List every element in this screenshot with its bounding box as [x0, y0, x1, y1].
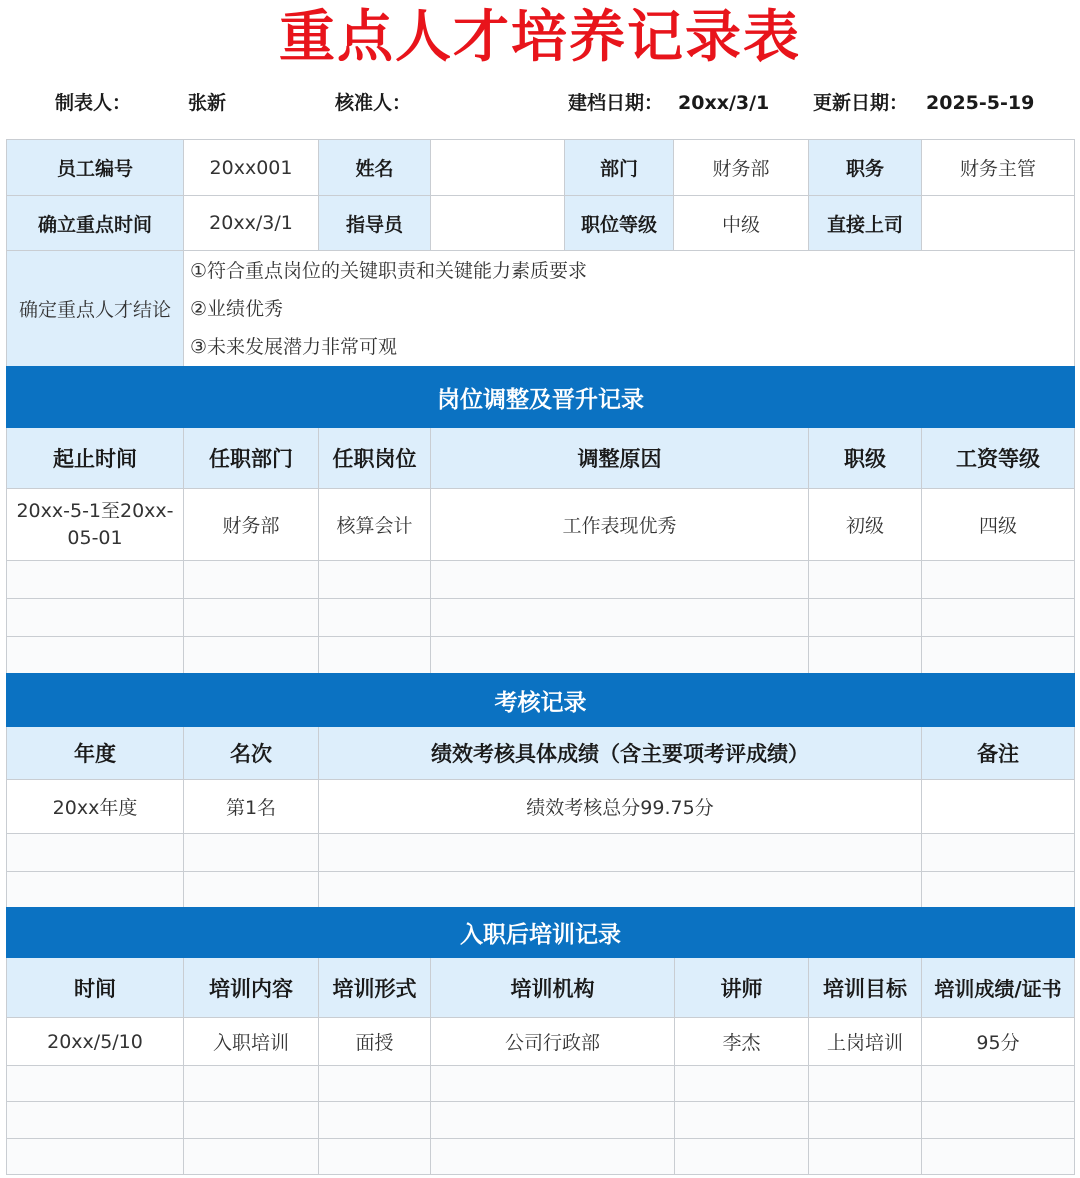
training-header-cell: 培训机构 — [431, 958, 675, 1018]
training-header-cell: 培训成绩/证书 — [922, 958, 1075, 1018]
table-cell[interactable] — [7, 872, 184, 909]
table-cell[interactable] — [675, 1102, 809, 1139]
assessment-header-cell: 年度 — [7, 727, 184, 780]
conclusion-line: ②业绩优秀 — [190, 297, 284, 320]
promotion-header-cell: 工资等级 — [922, 428, 1075, 489]
page-title: 重点人才培养记录表 — [279, 5, 801, 70]
table-cell[interactable] — [184, 637, 319, 675]
table-cell[interactable] — [7, 637, 184, 675]
info-row1 — [7, 140, 1075, 196]
position-label: 职务 — [809, 140, 922, 196]
assessment-header-cell: 绩效考核具体成绩（含主要项考评成绩） — [319, 727, 922, 780]
table-cell[interactable] — [319, 872, 922, 909]
conclusion-row — [7, 251, 1075, 367]
t-assess — [6, 673, 1075, 909]
training-section-row — [7, 908, 1075, 958]
position-value[interactable]: 财务主管 — [922, 140, 1075, 196]
assessment-header-row — [7, 727, 1075, 780]
name-label: 姓名 — [319, 140, 431, 196]
employee-id-label: 员工编号 — [7, 140, 184, 196]
table-row — [7, 561, 1075, 599]
table-cell[interactable] — [431, 1102, 675, 1139]
training-header-cell: 培训内容 — [184, 958, 319, 1018]
table-cell[interactable] — [7, 599, 184, 637]
promotion-header-cell: 任职部门 — [184, 428, 319, 489]
table-cell[interactable] — [809, 561, 922, 599]
table-cell[interactable]: 面授 — [319, 1018, 431, 1066]
table-cell[interactable] — [184, 872, 319, 909]
table-cell[interactable]: 上岗培训 — [809, 1018, 922, 1066]
promotion-header-row — [7, 428, 1075, 489]
table-cell[interactable] — [7, 1102, 184, 1139]
table-cell[interactable] — [184, 1102, 319, 1139]
table-cell[interactable]: 20xx/5/10 — [7, 1018, 184, 1066]
table-row — [7, 489, 1075, 561]
table-cell[interactable]: 20xx年度 — [7, 780, 184, 834]
table-cell[interactable] — [922, 834, 1075, 872]
department-value[interactable]: 财务部 — [674, 140, 809, 196]
key-date-value[interactable]: 20xx/3/1 — [184, 196, 319, 251]
table-cell[interactable] — [431, 561, 809, 599]
assessment-section-row — [7, 674, 1075, 727]
approver-label: 核准人： — [335, 92, 412, 114]
table-cell[interactable] — [809, 1066, 922, 1102]
table-cell[interactable]: 四级 — [922, 489, 1075, 561]
info-row2 — [7, 196, 1075, 251]
promotion-section-row — [7, 367, 1075, 428]
table-cell[interactable]: 绩效考核总分99.75分 — [319, 780, 922, 834]
table-row — [7, 834, 1075, 872]
name-value[interactable] — [431, 140, 565, 196]
table-cell[interactable] — [922, 1066, 1075, 1102]
table-cell[interactable] — [922, 780, 1075, 834]
promotion-header-cell: 任职岗位 — [319, 428, 431, 489]
t-promo — [6, 366, 1075, 675]
table-cell[interactable] — [431, 599, 809, 637]
table-cell[interactable] — [675, 1066, 809, 1102]
table-cell[interactable] — [184, 834, 319, 872]
promotion-section-title: 岗位调整及晋升记录 — [7, 367, 1075, 428]
table-cell[interactable] — [809, 637, 922, 675]
training-header-cell: 培训目标 — [809, 958, 922, 1018]
table-cell[interactable] — [675, 1139, 809, 1175]
table-cell[interactable] — [922, 561, 1075, 599]
promotion-header-cell: 调整原因 — [431, 428, 809, 489]
promotion-header-cell: 职级 — [809, 428, 922, 489]
supervisor-value[interactable] — [922, 196, 1075, 251]
table-cell[interactable]: 入职培训 — [184, 1018, 319, 1066]
table-cell[interactable] — [184, 1139, 319, 1175]
table-row — [7, 1066, 1075, 1102]
table-cell[interactable] — [809, 1102, 922, 1139]
update-date-label: 更新日期： — [813, 92, 909, 114]
table-cell[interactable] — [319, 599, 431, 637]
table-row — [7, 637, 1075, 675]
grade-label: 职位等级 — [565, 196, 674, 251]
table-row — [7, 1102, 1075, 1139]
table-cell[interactable]: 初级 — [809, 489, 922, 561]
table-row — [7, 1018, 1075, 1066]
maker-value: 张新 — [188, 92, 227, 114]
table-cell[interactable] — [7, 834, 184, 872]
table-cell[interactable] — [7, 561, 184, 599]
file-date-value: 20xx/3/1 — [678, 92, 770, 114]
table-row — [7, 1139, 1075, 1175]
table-cell[interactable]: 第1名 — [184, 780, 319, 834]
department-label: 部门 — [565, 140, 674, 196]
table-cell[interactable] — [922, 637, 1075, 675]
table-cell[interactable] — [7, 1066, 184, 1102]
table-cell[interactable]: 财务部 — [184, 489, 319, 561]
assessment-section-title: 考核记录 — [7, 674, 1075, 727]
employee-id-value[interactable]: 20xx001 — [184, 140, 319, 196]
table-cell[interactable] — [319, 637, 431, 675]
training-header-row — [7, 958, 1075, 1018]
file-date-label: 建档日期： — [568, 92, 664, 114]
table-cell[interactable] — [809, 1139, 922, 1175]
table-row — [7, 872, 1075, 909]
training-header-cell: 培训形式 — [319, 958, 431, 1018]
table-cell[interactable] — [922, 872, 1075, 909]
grade-value[interactable]: 中级 — [674, 196, 809, 251]
conclusion-text[interactable] — [184, 251, 1075, 367]
table-cell[interactable] — [319, 834, 922, 872]
table-cell[interactable] — [319, 1102, 431, 1139]
table-cell[interactable] — [431, 1139, 675, 1175]
table-cell[interactable] — [184, 1066, 319, 1102]
table-cell[interactable] — [319, 561, 431, 599]
table-cell[interactable] — [809, 599, 922, 637]
training-header-cell: 时间 — [7, 958, 184, 1018]
assessment-header-cell: 名次 — [184, 727, 319, 780]
maker-label: 制表人： — [55, 92, 132, 114]
supervisor-label: 直接上司 — [809, 196, 922, 251]
training-header-cell: 讲师 — [675, 958, 809, 1018]
table-cell[interactable] — [184, 561, 319, 599]
table-cell[interactable] — [7, 1139, 184, 1175]
table-row — [7, 599, 1075, 637]
key-date-label: 确立重点时间 — [7, 196, 184, 251]
table-row — [7, 780, 1075, 834]
conclusion-label: 确定重点人才结论 — [7, 251, 184, 367]
t-train — [6, 907, 1075, 1175]
table-cell[interactable] — [922, 1139, 1075, 1175]
table-cell[interactable] — [922, 599, 1075, 637]
table-cell[interactable] — [319, 1139, 431, 1175]
table-cell[interactable] — [319, 1066, 431, 1102]
training-section-title: 入职后培训记录 — [7, 908, 1075, 958]
update-date-value: 2025-5-19 — [926, 92, 1035, 114]
t-info — [6, 139, 1075, 367]
promotion-header-cell: 起止时间 — [7, 428, 184, 489]
table-cell[interactable] — [431, 637, 809, 675]
table-cell[interactable]: 公司行政部 — [431, 1018, 675, 1066]
table-cell[interactable]: 95分 — [922, 1018, 1075, 1066]
mentor-label: 指导员 — [319, 196, 431, 251]
table-cell[interactable]: 李杰 — [675, 1018, 809, 1066]
table-cell[interactable] — [431, 1066, 675, 1102]
table-cell[interactable] — [184, 599, 319, 637]
table-cell[interactable]: 工作表现优秀 — [431, 489, 809, 561]
table-cell[interactable]: 20xx-5-1至20xx-05-01 — [7, 489, 184, 561]
table-cell[interactable] — [922, 1102, 1075, 1139]
conclusion-line: ①符合重点岗位的关键职责和关键能力素质要求 — [190, 259, 588, 282]
conclusion-line: ③未来发展潜力非常可观 — [190, 335, 398, 358]
assessment-header-cell: 备注 — [922, 727, 1075, 780]
mentor-value[interactable] — [431, 196, 565, 251]
table-cell[interactable]: 核算会计 — [319, 489, 431, 561]
